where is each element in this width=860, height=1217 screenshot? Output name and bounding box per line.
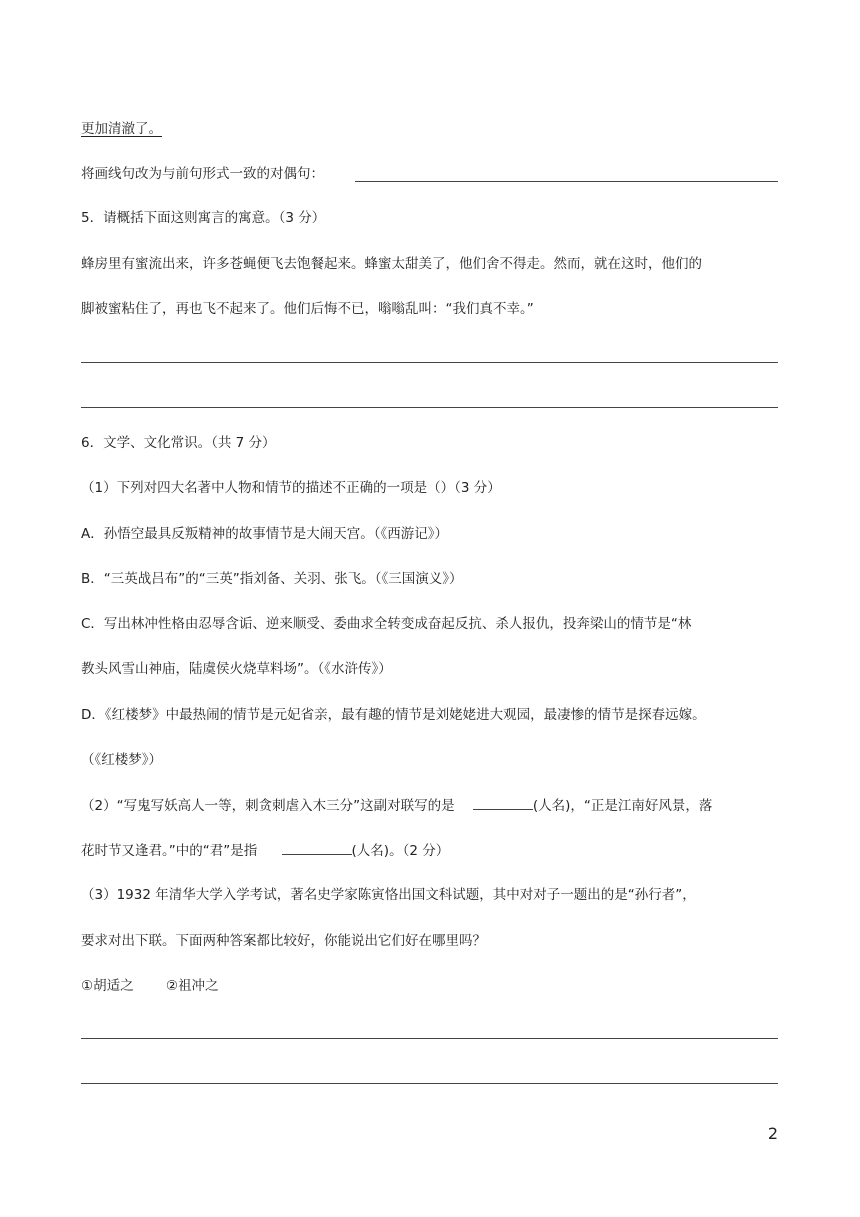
q6-sub2-blank-1[interactable] [473, 795, 533, 810]
q4-answer-line[interactable] [355, 181, 778, 182]
q6-sub2-text-c: 花时节又逢君。”中的“君”是指 [81, 843, 258, 859]
q5-answer-line-1[interactable] [81, 362, 778, 363]
q5-passage-line1: 蜂房里有蜜流出来，许多苍蝇便飞去饱餐起来。蜂蜜太甜美了，他们舍不得走。然而，就在这时，他们的 [81, 256, 702, 272]
q6-title: 6．文学、文化常识。（共 7 分） [81, 435, 276, 451]
q6-answer-1: ①胡适之 [81, 978, 134, 994]
q6-option-b: B．“三英战吕布”的“三英”指刘备、关羽、张飞。（《三国演义》） [81, 571, 463, 587]
page-number: 2 [767, 1124, 778, 1143]
q6-option-c-line1: C．写出林冲性格由忍辱含诟、逆来顺受、委曲求全转变成奋起反抗、杀人报仇，投奔梁山的情节是“林 [81, 616, 692, 632]
q6-option-a: A．孙悟空最具反叛精神的故事情节是大闹天宫。（《西游记》） [81, 526, 448, 542]
q6-sub2-text-b: (人名)，“正是江南好风景，落 [532, 798, 713, 814]
q5-title: 5．请概括下面这则寓言的寓意。（3 分） [81, 210, 326, 226]
q6-answer-line-1[interactable] [81, 1038, 778, 1039]
q6-sub1: （1）下列对四大名著中人物和情节的描述不正确的一项是（）（3 分） [81, 480, 501, 496]
q6-answers [81, 976, 219, 996]
q6-option-d-line2: （《红楼梦》） [81, 752, 162, 768]
q6-option-d-line1: D．《红楼梦》中最热闹的情节是元妃省亲，最有趣的情节是刘姥姥进大观园，最凄惨的情节是探春远嫁。 [81, 707, 706, 723]
q4-tail-text: 更加清澈了。 [81, 121, 162, 137]
q6-sub2-blank-2[interactable] [282, 840, 352, 855]
q6-sub2-text-a: （2）“写鬼写妖高人一等，刺贪刺虐入木三分”这副对联写的是 [81, 798, 455, 814]
q4-instruction: 将画线句改为与前句形式一致的对偶句： [81, 166, 324, 182]
q6-sub2-line2 [81, 840, 449, 861]
q6-sub2-line1 [81, 795, 712, 816]
q6-option-c-line2: 教头风雪山神庙，陆虞侯火烧草料场”。（《水浒传》） [81, 661, 392, 677]
q6-sub2-text-d: (人名)。（2 分） [351, 843, 450, 859]
q6-sub3-line2: 要求对出下联。下面两种答案都比较好，你能说出它们好在哪里吗？ [81, 933, 486, 949]
q5-answer-line-2[interactable] [81, 407, 778, 408]
q6-answer-line-2[interactable] [81, 1083, 778, 1084]
q6-answer-2: ②祖冲之 [165, 978, 219, 994]
q6-sub3-line1: （3）1932 年清华大学入学考试，著名史学家陈寅恪出国文科试题，其中对对子一题出的是“孙行者”， [81, 887, 696, 903]
q5-passage-line2: 脚被蜜粘住了，再也飞不起来了。他们后悔不已，嗡嗡乱叫：“我们真不幸。” [81, 301, 534, 317]
